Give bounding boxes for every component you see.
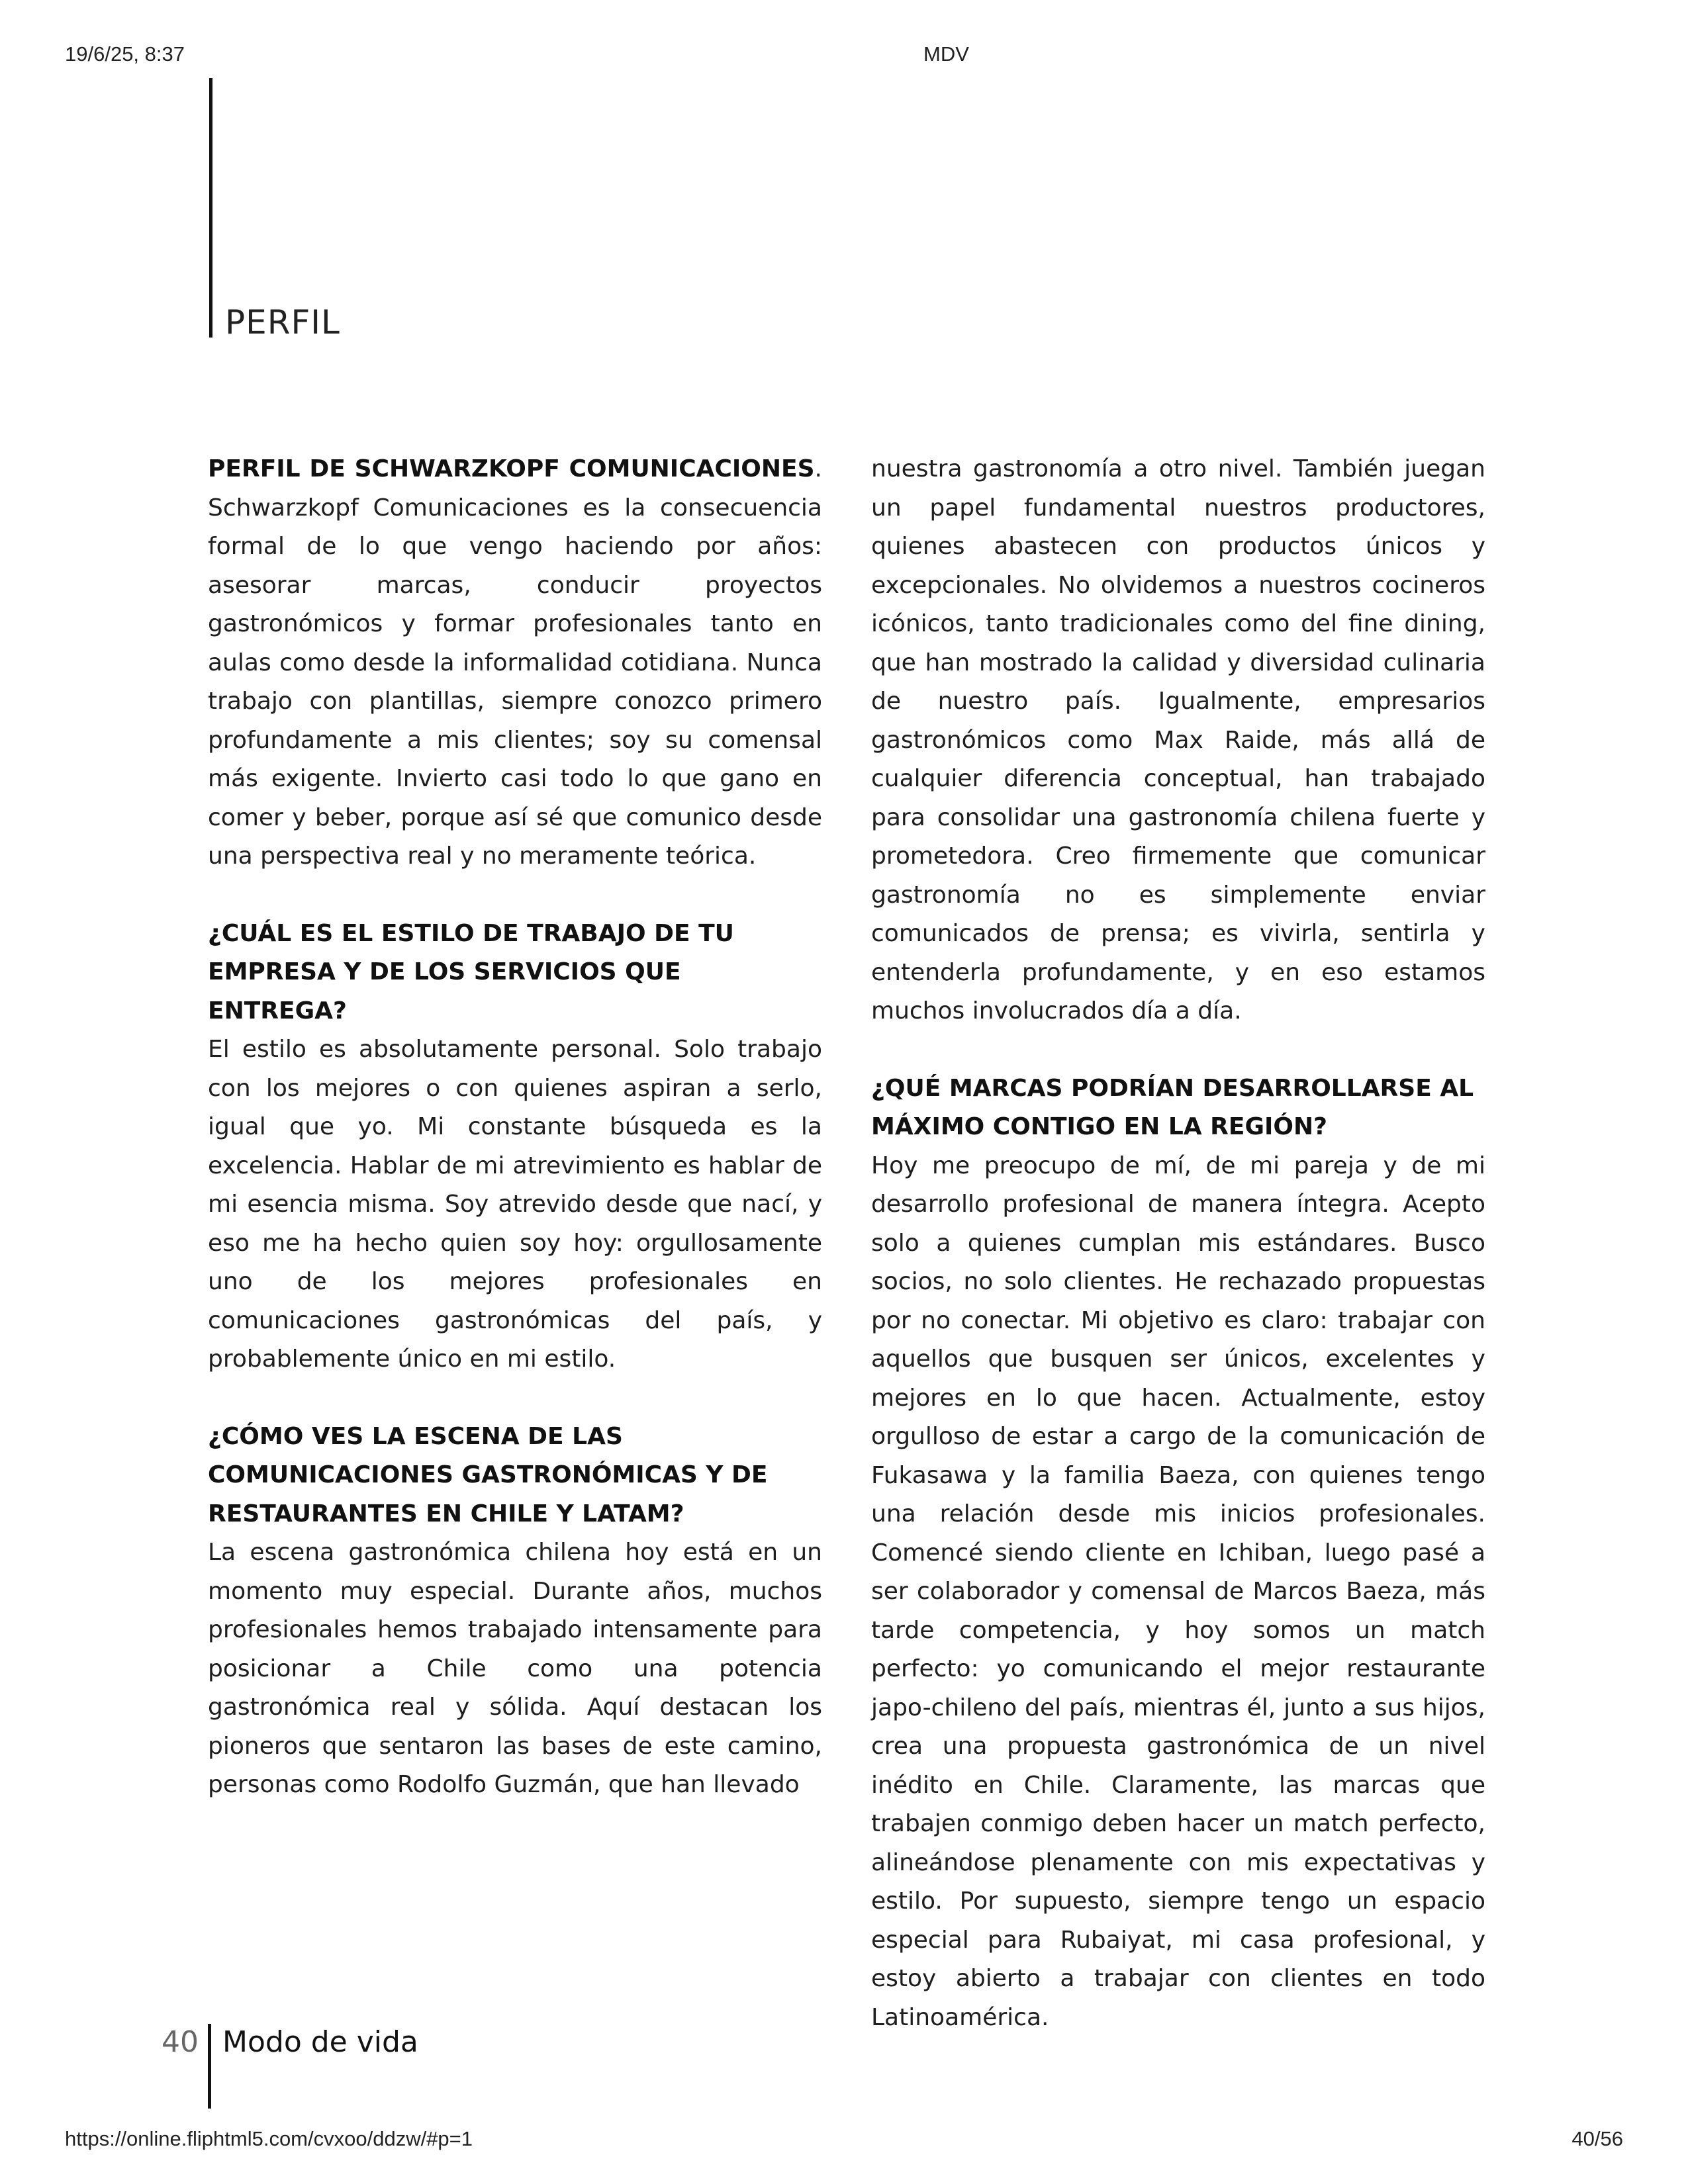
print-url: https://online.fliphtml5.com/cvxoo/ddzw/#p=1 [65, 2127, 473, 2150]
section-label: PERFIL [225, 303, 340, 341]
print-page-title: MDV [923, 42, 969, 66]
page-number: 40 [162, 2025, 199, 2059]
question-heading: ¿CÓMO VES LA ESCENA DE LAS COMUNICACIONES GASTRONÓMICAS Y DE RESTAURANTES EN CHILE Y LATAM? [208, 1422, 768, 1527]
print-page-count: 40/56 [1571, 2127, 1623, 2150]
qa-block-scene [208, 1418, 822, 1805]
answer-paragraph: Hoy me preocupo de mí, de mi pareja y de mi desarrollo profesional de manera íntegra. Acepto solo a quienes cumplan mis estándares. Busco socios, no solo clientes. He rechazado propuestas por no conectar. Mi objetivo es claro: trabajar con aquellos que busquen ser únicos, excelentes y mejores en lo que hacen. Actualmente, estoy orgulloso de estar a cargo de la comunicación de Fukasawa y la familia Baeza, con quienes tengo una relación desde mis inicios profesionales. Comencé siendo cliente en Ichiban, luego pasé a ser colaborador y comensal de Marcos Baeza, más tarde competencia, y hoy somos un match perfecto: yo comunicando el mejor restaurante japo-chileno del país, mientras él, junto a sus hijos, crea una propuesta gastronómica de un nivel inédito en Chile. Claramente, las marcas que trabajen conmigo deben hacer un match perfecto, alineándose plenamente con mis expectativas y estilo. Por supuesto, siempre tengo un espacio especial para Rubaiyat, mi casa profesional, y estoy abierto a trabajar con clientes en todo Latinoamérica. [871, 1152, 1485, 2031]
intro-text: Schwarzkopf Comunicaciones es la consecuencia formal de lo que vengo haciendo por años: asesorar marcas, conducir proyectos gastronómicos y formar profesionales tanto en aulas como desde la informalidad cotidiana. Nunca trabajo con plantillas, siempre conozco primero profundamente a mis clientes; soy su comensal más exigente. Invierto casi todo lo que gano en comer y beber, porque así sé que comunico desde una perspectiva real y no meramente teórica. [208, 494, 822, 870]
qa-block-style [208, 915, 822, 1379]
intro-heading: PERFIL DE SCHWARZKOPF COMUNICACIONES [208, 455, 815, 482]
answer-paragraph: La escena gastronómica chilena hoy está en un momento muy especial. Durante años, muchos profesionales hemos trabajado intensamente para posicionar a Chile como una potencia gastronómica real y sólida. Aquí destacan los pioneros que sentaron las bases de este camino, personas como Rodolfo Guzmán, que han llevado [208, 1539, 822, 1798]
answer-paragraph: El estilo es absolutamente personal. Solo trabajo con los mejores o con quienes aspiran a serlo, igual que yo. Mi constante búsqueda es la excelencia. Hablar de mi atrevimiento es hablar de mi esencia misma. Soy atrevido desde que nací, y eso me ha hecho quien soy hoy: orgullosamente uno de los mejores profesionales en comunicaciones gastronómicas del país, y probablemente único en mi estilo. [208, 1036, 822, 1373]
question-heading: ¿CUÁL ES EL ESTILO DE TRABAJO DE TU EMPRESA Y DE LOS SERVICIOS QUE ENTREGA? [208, 919, 734, 1024]
footer-vertical-rule [208, 2024, 211, 2109]
answer-paragraph-continued: nuestra gastronomía a otro nivel. También juegan un papel fundamental nuestros productores, quienes abastecen con productos únicos y excepcionales. No olvidemos a nuestros cocineros icónicos, tanto tradicionales como del fine dining, que han mostrado la calidad y diversidad culinaria de nuestro país. Igualmente, empresarios gastronómicos como Max Raide, más allá de cualquier diferencia conceptual, han trabajado para consolidar una gastronomía chilena fuerte y prometedora. Creo firmemente que comunicar gastronomía no es simplemente enviar comunicados de prensa; es vivirla, sentirla y entenderla profundamente, y en eso estamos muchos involucrados día a día. [871, 455, 1485, 1024]
intro-paragraph [208, 450, 822, 876]
print-datetime: 19/6/25, 8:37 [65, 42, 185, 66]
qa-block-brands [871, 1069, 1485, 2038]
article-column-left [208, 450, 822, 1805]
article-column-right [871, 450, 1485, 2037]
question-heading: ¿QUÉ MARCAS PODRÍAN DESARROLLARSE AL MÁXIMO CONTIGO EN LA REGIÓN? [871, 1074, 1474, 1140]
section-vertical-rule [209, 78, 212, 338]
intro-heading-punct: . [814, 455, 822, 482]
magazine-name: Modo de vida [222, 2025, 418, 2059]
